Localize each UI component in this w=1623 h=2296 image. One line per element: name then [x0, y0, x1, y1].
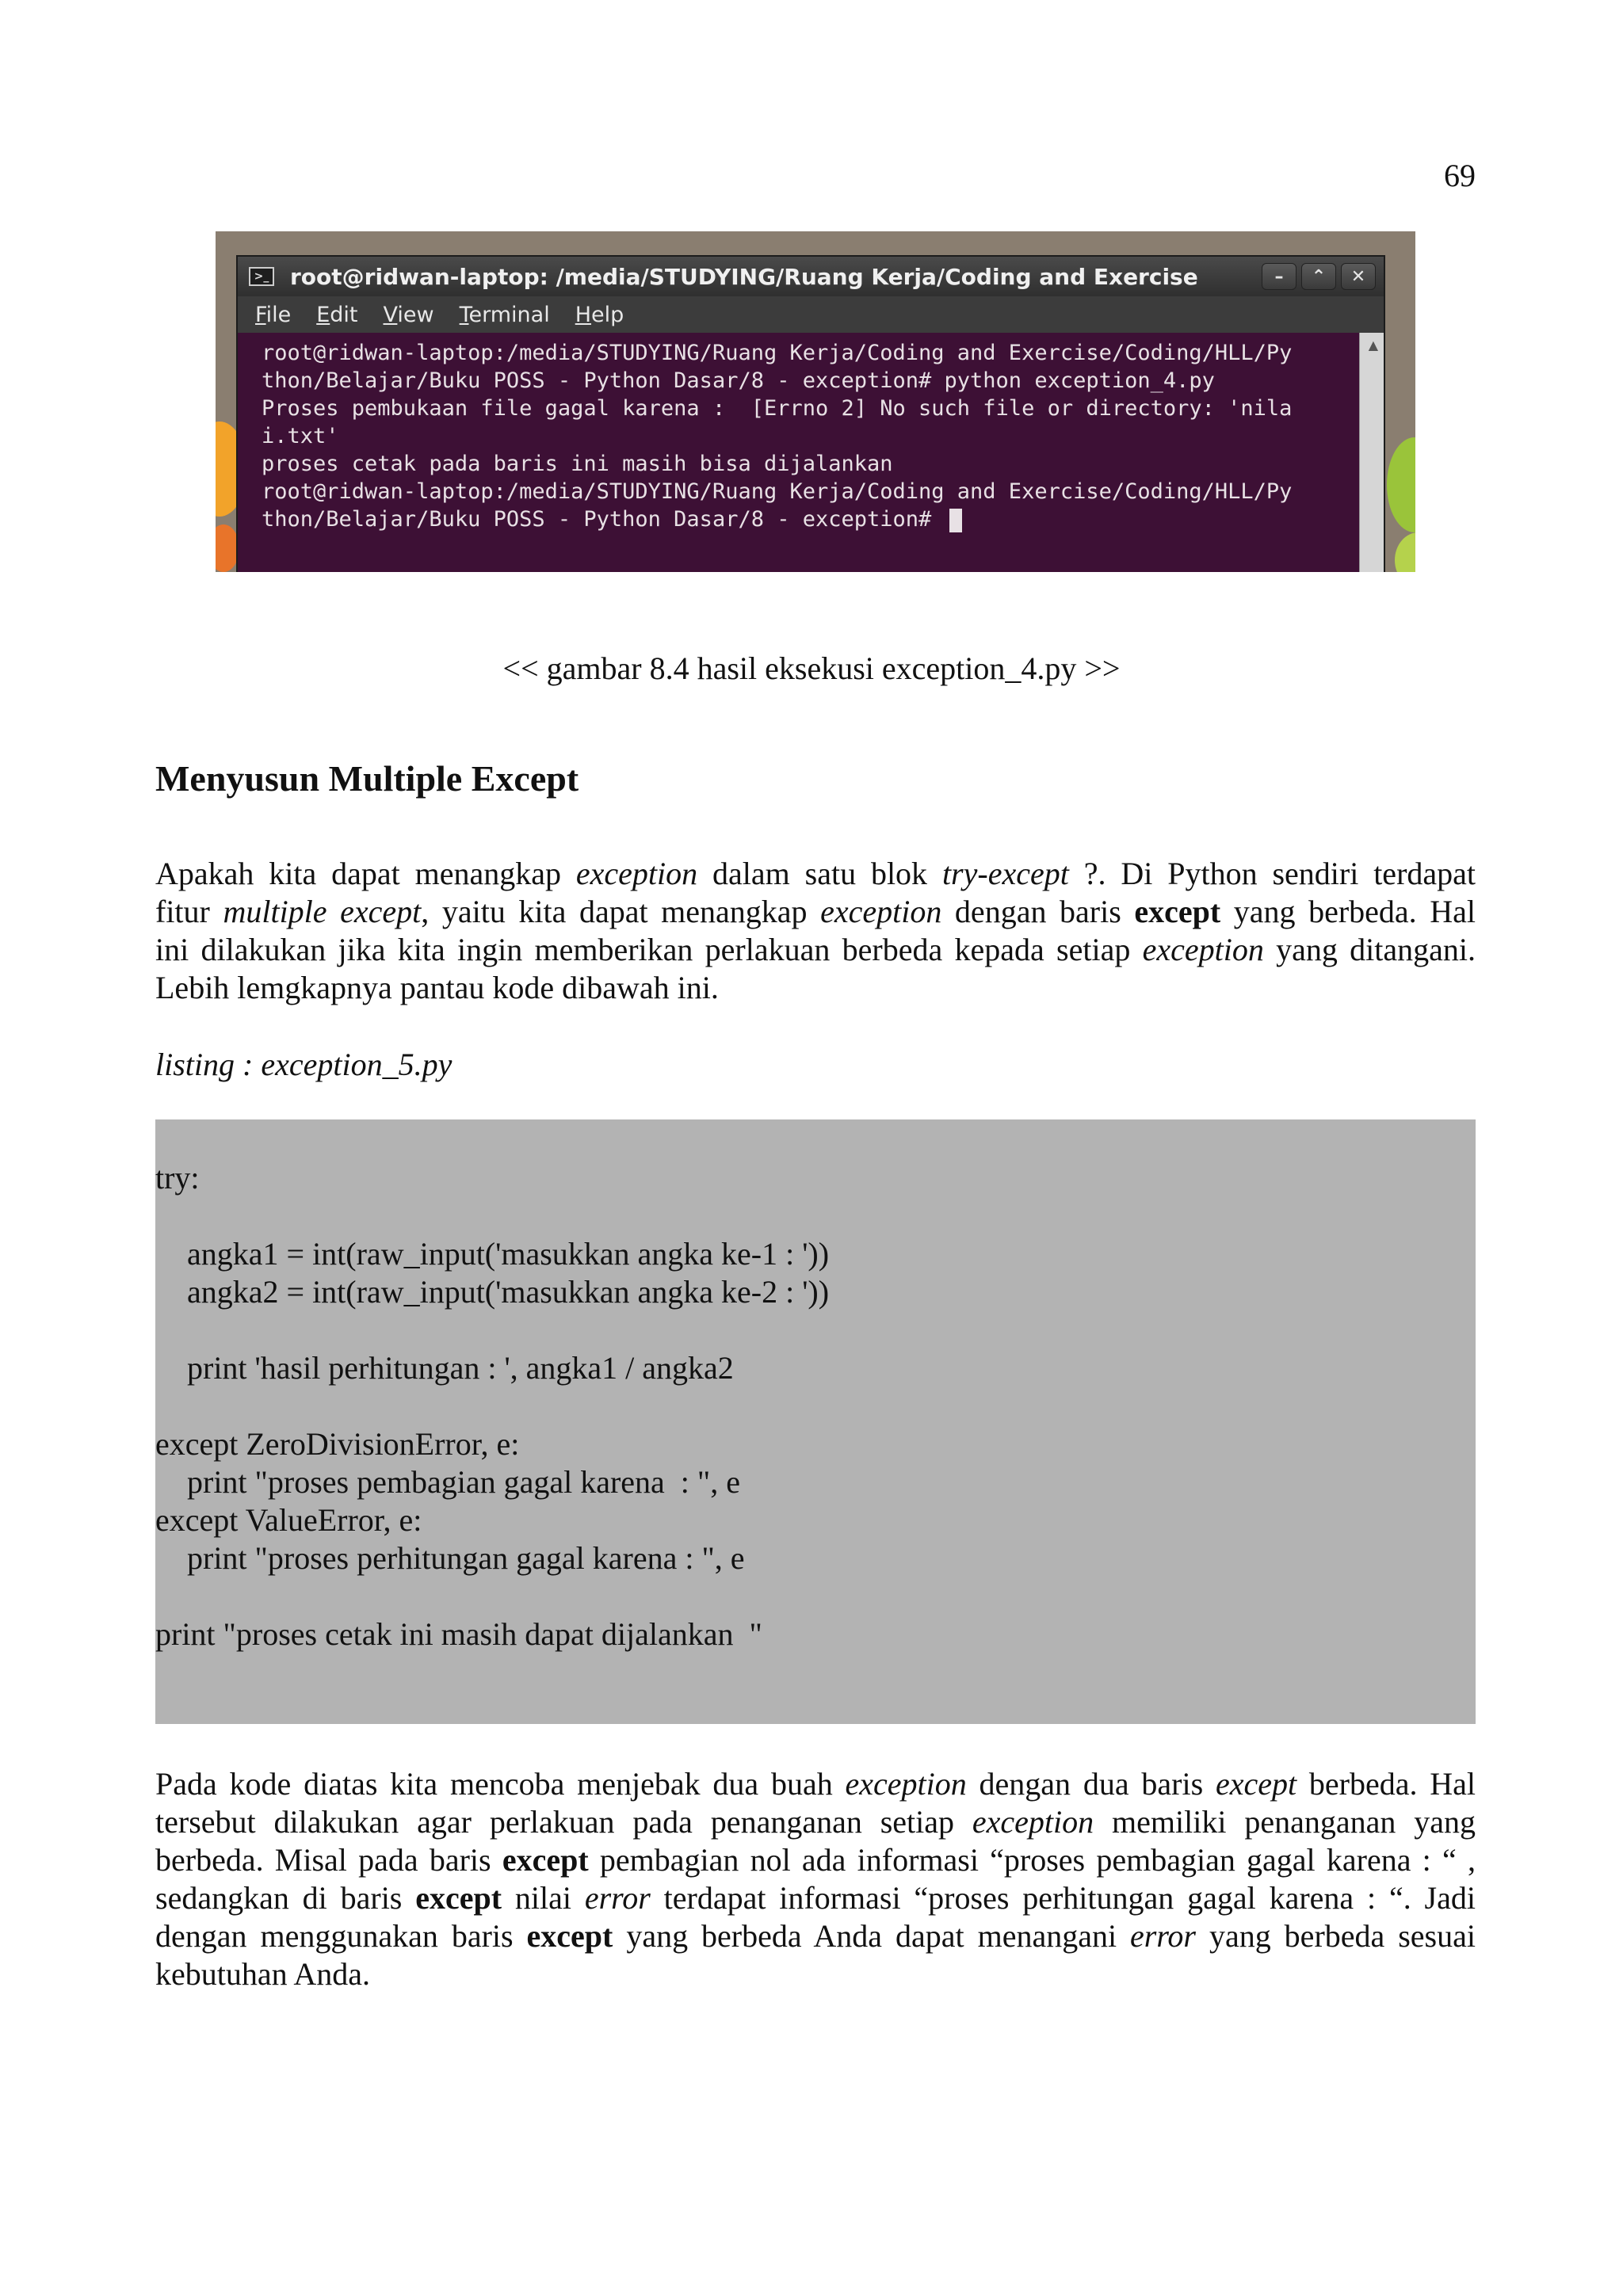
title-bar[interactable]: [238, 257, 1384, 296]
close-icon[interactable]: ✕: [1341, 263, 1376, 290]
minimize-icon[interactable]: –: [1262, 263, 1296, 290]
paragraph-line: ini dilakukan jika kita ingin memberikan perlakuan berbeda kepada setiap exception yang ditangani.: [155, 932, 1476, 967]
window-controls: [1262, 263, 1376, 290]
paragraph-line: Pada kode diatas kita mencoba menjebak dua buah exception dengan dua baris except berbeda. Hal: [155, 1766, 1476, 1802]
paragraph-line: dengan menggunakan baris except yang berbeda Anda dapat menangani error yang berbeda sesuai: [155, 1918, 1476, 1954]
terminal-screenshot-figure: [216, 231, 1415, 572]
terminal-window: [236, 255, 1385, 572]
menu-help[interactable]: Help: [575, 302, 624, 327]
paragraph-line: Lebih lemgkapnya pantau kode dibawah ini.: [155, 970, 719, 1005]
code-line: except ZeroDivisionError, e:: [155, 1426, 520, 1462]
terminal-scrollbar[interactable]: [1359, 333, 1384, 572]
intro-paragraph: [155, 855, 1476, 1007]
code-line: print "proses pembagian gagal karena : ", e: [155, 1464, 740, 1500]
window-title: root@ridwan-laptop: /media/STUDYING/Ruang Kerja/Coding and Exercise: [290, 263, 1198, 290]
code-line: try:: [155, 1160, 200, 1196]
code-line: except ValueError, e:: [155, 1502, 422, 1538]
code-line: print "proses cetak ini masih dapat dijalankan ": [155, 1616, 762, 1652]
paragraph-line: berbeda. Misal pada baris except pembagian nol ada informasi “proses pembagian gagal karena : “ ,: [155, 1842, 1476, 1878]
code-line: angka2 = int(raw_input('masukkan angka ke-2 : ')): [155, 1274, 830, 1310]
terminal-line: root@ridwan-laptop:/media/STUDYING/Ruang Kerja/Coding and Exercise/Coding/HLL/Py: [262, 341, 1293, 365]
terminal-line: Proses pembukaan file gagal karena : [Errno 2] No such file or directory: 'nila: [262, 396, 1293, 421]
explanation-paragraph: [155, 1765, 1476, 1993]
section-heading: Menyusun Multiple Except: [155, 758, 579, 799]
menu-file[interactable]: File: [255, 302, 292, 327]
code-line: print "proses perhitungan gagal karena : ", e: [155, 1540, 745, 1576]
paragraph-line: tersebut dilakukan agar perlakuan pada penanganan setiap exception memiliki penanganan yang: [155, 1804, 1476, 1840]
paragraph-line: sedangkan di baris except nilai error terdapat informasi “proses perhitungan gagal karena : “. Jadi: [155, 1880, 1476, 1916]
page-number: 69: [1444, 158, 1476, 193]
figure-caption: << gambar 8.4 hasil eksekusi exception_4.py >>: [502, 650, 1121, 686]
listing-label: listing : exception_5.py: [155, 1047, 453, 1082]
terminal-line: i.txt': [262, 424, 339, 448]
paragraph-line: Apakah kita dapat menangkap exception dalam satu blok try-except ?. Di Python sendiri terdapat: [155, 856, 1476, 891]
code-listing: [155, 1119, 1476, 1724]
terminal-output[interactable]: [238, 333, 1384, 572]
code-line: print 'hasil perhitungan : ', angka1 / angka2: [155, 1350, 734, 1386]
terminal-line: proses cetak pada baris ini masih bisa dijalankan: [262, 452, 893, 476]
wallpaper-green-blob: [1387, 437, 1415, 532]
scroll-up-arrow-icon[interactable]: ▲: [1368, 338, 1378, 353]
wallpaper-green-blob: [1395, 532, 1415, 572]
code-line: angka1 = int(raw_input('masukkan angka ke-1 : ')): [155, 1236, 830, 1272]
terminal-line: thon/Belajar/Buku POSS - Python Dasar/8 - exception# python exception_4.py: [262, 368, 1215, 393]
terminal-prompt: thon/Belajar/Buku POSS - Python Dasar/8 - exception#: [262, 507, 945, 532]
menu-edit[interactable]: Edit: [316, 302, 358, 327]
paragraph-line: fitur multiple except, yaitu kita dapat menangkap exception dengan baris except yang berbeda. Hal: [155, 894, 1476, 929]
menu-view[interactable]: View: [383, 302, 434, 327]
terminal-cursor: [949, 509, 962, 532]
terminal-line: root@ridwan-laptop:/media/STUDYING/Ruang Kerja/Coding and Exercise/Coding/HLL/Py: [262, 479, 1293, 504]
terminal-prompt-line: [262, 505, 1384, 533]
menu-bar: [238, 296, 1384, 333]
paragraph-line: kebutuhan Anda.: [155, 1956, 371, 1992]
menu-terminal[interactable]: Terminal: [459, 302, 550, 327]
maximize-icon[interactable]: ⌃: [1301, 263, 1336, 290]
terminal-app-icon: >_: [249, 267, 274, 286]
